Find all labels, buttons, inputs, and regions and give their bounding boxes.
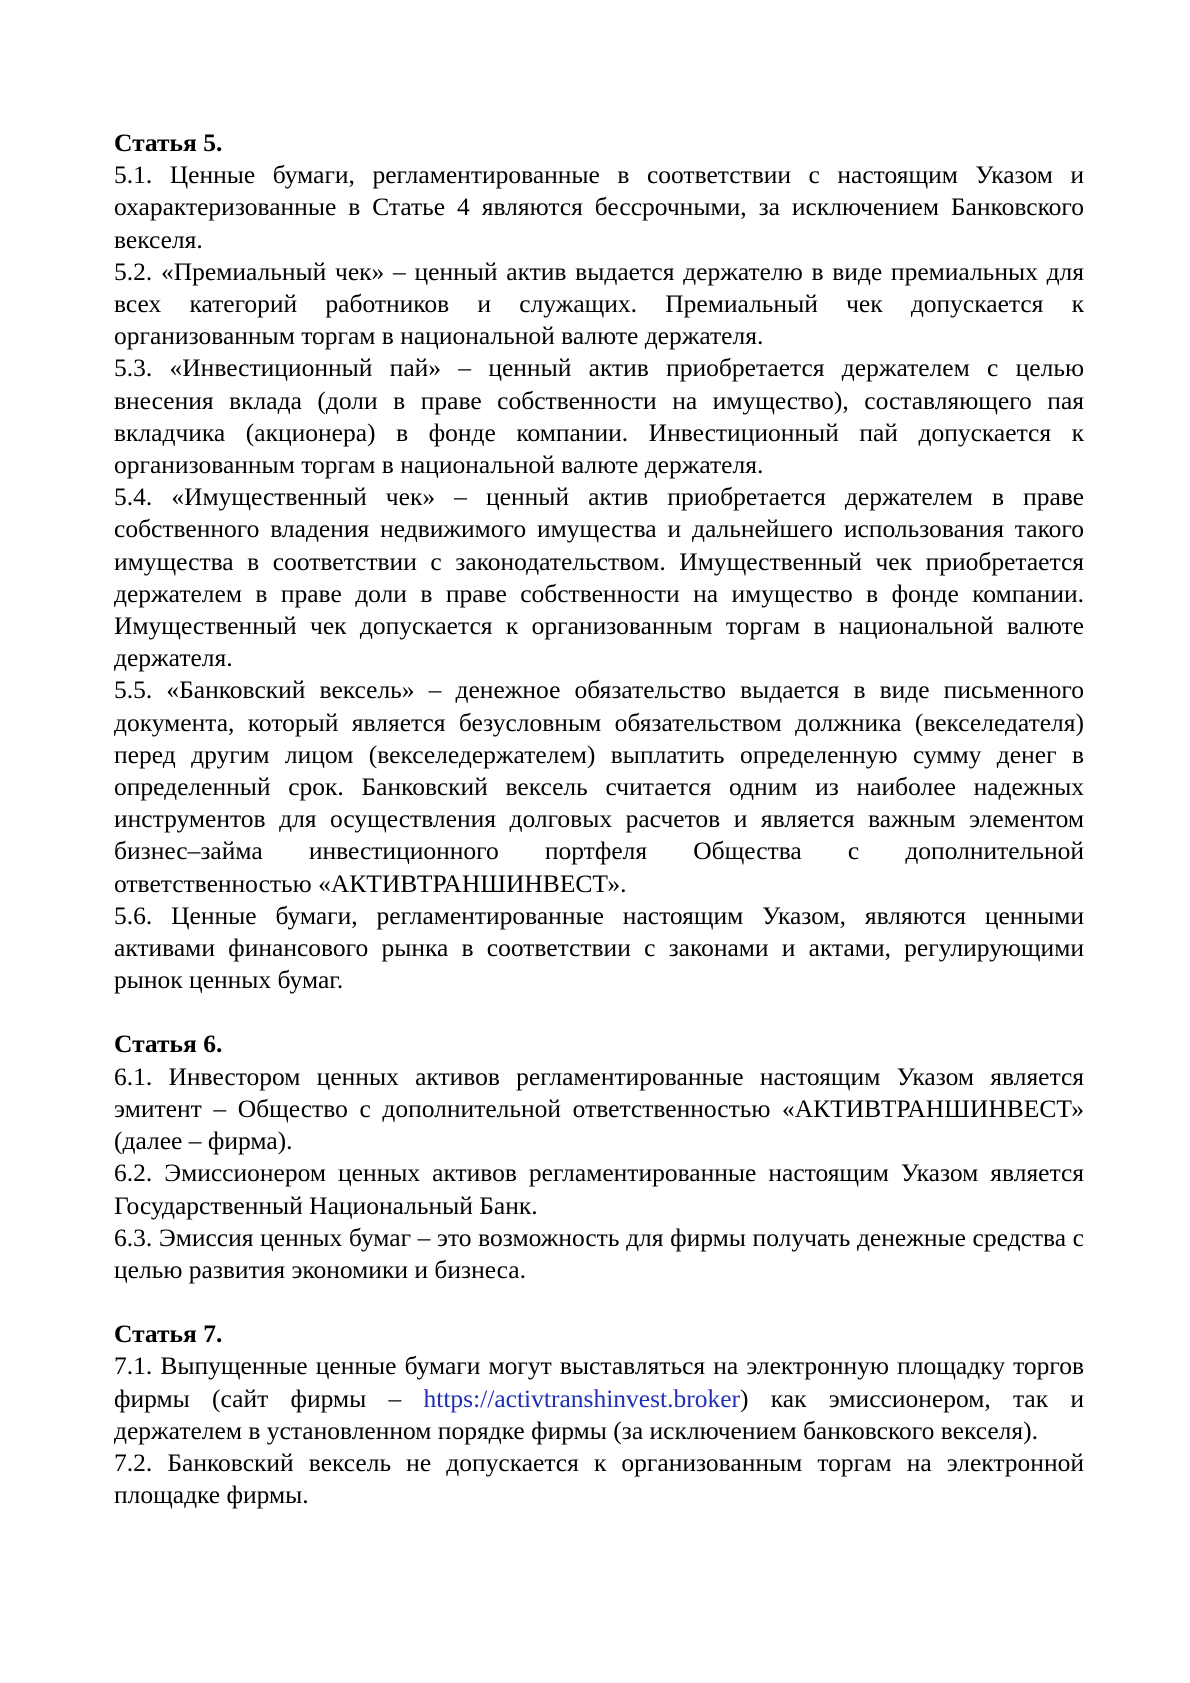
clause-5-1: 5.1. Ценные бумаги, регламентированные в соответствии с настоящим Указом и охарактеризованные в Статье 4 являются бессрочными, за исключением Банковского векселя. [114, 160, 1084, 254]
document-page [114, 127, 1084, 1511]
article-5 [114, 127, 1084, 996]
clause-7-1-text-end: ) как эмиссионером, так и держателем в установленном порядке фирмы (за исключением банковского векселя). [114, 1383, 1084, 1445]
clause-5-2: 5.2. «Премиальный чек» – ценный актив выдается держателю в виде премиальных для всех категорий работников и служащих. Премиальный чек допускается к организованным торгам в национальной валюте держателя. [114, 256, 1084, 351]
clause-6-3: 6.3. Эмиссия ценных бумаг – это возможность для фирмы получать денежные средства с целью развития экономики и бизнеса. [114, 1222, 1084, 1284]
clause-6-2: 6.2. Эмиссионером ценных активов регламентированные настоящим Указом является Государственный Национальный Банк. [114, 1158, 1084, 1220]
website-link[interactable]: https://activtranshinvest.broker [423, 1383, 741, 1413]
clause-5-6: 5.6. Ценные бумаги, регламентированные настоящим Указом, являются ценными активами финансового рынка в соответствии с законами и актами, регулирующими рынок ценных бумаг. [114, 900, 1084, 995]
clause-7-1-text-start: 7.1. Выпущенные ценные бумаги могут выставляться на электронную площадку торгов фирмы (сайт фирмы – [114, 1351, 1084, 1413]
clause-6-1: 6.1. Инвестором ценных активов регламентированные настоящим Указом является эмитент – Общество с дополнительной ответственностью «АКТИВТРАНШИНВЕСТ» (далее – фирма). [114, 1061, 1084, 1156]
clause-7-2: 7.2. Банковский вексель не допускается к организованным торгам на электронной площадке фирмы. [114, 1447, 1084, 1510]
clause-5-5: 5.5. «Банковский вексель» – денежное обязательство выдается в виде письменного документа, который является безусловным обязательством должника (векселедателя) перед другим лицом (векселедержателем) выплатить определенную сумму денег в определенный срок. Банковский вексель считается одним из наиболее надежных инструментов для осуществления долговых расчетов и является важным элементом бизнес–займа инвестиционного портфеля Общества с дополнительной ответственностью «АКТИВТРАНШИНВЕСТ». [114, 675, 1084, 898]
article-heading: Статья 5. [114, 128, 223, 157]
article-heading: Статья 6. [114, 1029, 223, 1059]
article-heading: Статья 7. [114, 1319, 223, 1349]
clause-5-3: 5.3. «Инвестиционный пай» – ценный актив приобретается держателем с целью внесения вклада (доли в праве собственности на имущество), составляющего пая вкладчика (акционера) в фонде компании. Инвестиционный пай допускается к организованным торгам в национальной валюте держателя. [114, 353, 1084, 480]
article-6 [114, 1028, 1084, 1286]
article-7 [114, 1318, 1084, 1511]
clause-7-1 [114, 1350, 1084, 1447]
clause-5-4: 5.4. «Имущественный чек» – ценный актив приобретается держателем в праве собственного владения недвижимого имущества и дальнейшего использования такого имущества в соответствии с законодательством. Имущественный чек приобретается держателем в праве доли в праве собственности на имущество в фонде компании. Имущественный чек допускается к организованным торгам в национальной валюте держателя. [114, 482, 1084, 673]
